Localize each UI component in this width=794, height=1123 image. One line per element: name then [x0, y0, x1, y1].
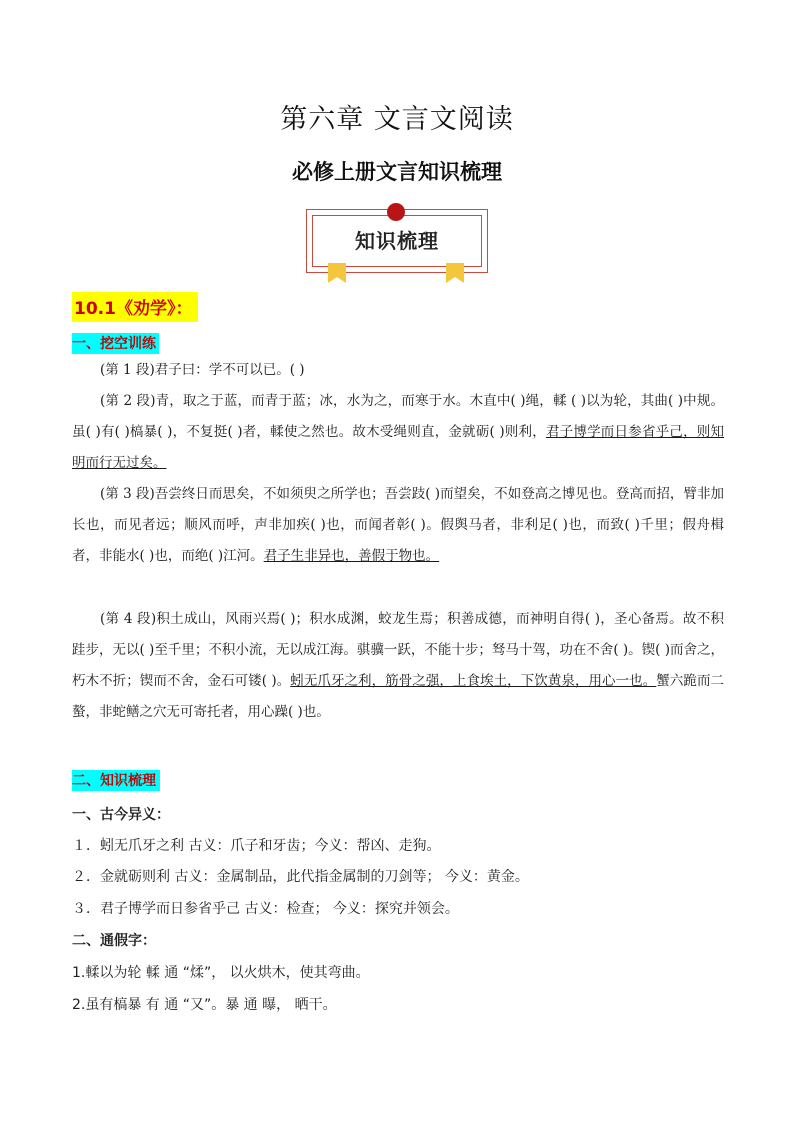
- paragraph-4: [72, 604, 724, 728]
- lesson-heading: 10.1《劝学》：: [72, 292, 198, 322]
- tongjia-item-1: 1.輮以为轮 輮 通 “煣”， 以火烘木，使其弯曲。: [72, 965, 370, 981]
- section-title: 必修上册文言知识梳理: [292, 160, 502, 184]
- paragraph-4-underlined: 蚓无爪牙之利，筋骨之强，上食埃土，下饮黄泉，用心一也。: [290, 673, 657, 689]
- paragraph-4-text: (第 4 段)积土成山，风雨兴焉( )；积水成渊，蛟龙生焉；积善成德，而神明自得( )，圣心备焉。故不积跬步，无以( )至千里；不积小流，无以成江海。骐骥一跃，不能十步；驽马十驾，功在不舍( )。锲( )而舍之，朽木不折；锲而不舍，金石可镂( )。: [72, 611, 724, 689]
- tongjia-item-2: 2.虽有槁暴 有 通 “又”。暴 通 曝， 晒干。: [72, 997, 337, 1013]
- red-dot-icon: [387, 203, 405, 221]
- ribbon-left-icon: [328, 263, 346, 283]
- paragraph-4-tail: 蟹六跪而二螯，非蛇鳝之穴无可寄托者，用心躁( )也。: [72, 673, 725, 720]
- paragraph-3-text: (第 3 段)吾尝终日而思矣，不如须臾之所学也；吾尝跂( )而望矣，不如登高之博见也。登高而招，臂非加长也，而见者远；顺风而呼，声非加疾( )也，而闻者彰( )。假舆马者，非利足( )也，而致( )千里；假舟楫者，非能水( )也，而绝( )江河。: [72, 486, 724, 564]
- gujin-item-3: ３．君子博学而日参省乎己 古义：检查； 今义：探究并领会。: [72, 901, 459, 917]
- gujin-item-2: ２．金就砺则利 古义：金属制品，此代指金属制的刀剑等； 今义：黄金。: [72, 869, 529, 885]
- paragraph-3-underlined: 君子生非异也，善假于物也。: [263, 548, 440, 564]
- knowledge-badge: [306, 203, 488, 281]
- gujin-item-1: １．蚓无爪牙之利 古义：爪子和牙齿；今义：帮凶、走狗。: [72, 838, 441, 854]
- paragraph-1: (第 1 段)君子曰：学不可以已。( ): [100, 362, 305, 378]
- tongjia-subheading: 二、通假字：: [72, 933, 156, 949]
- gujin-subheading: 一、古今异义：: [72, 807, 170, 823]
- paragraph-2-underlined: 君子博学而日参省乎己，则知明而行无过矣。: [72, 424, 725, 471]
- badge-label: 知识梳理: [355, 229, 439, 253]
- paragraph-3: [72, 479, 724, 572]
- paragraph-2: [72, 386, 724, 479]
- ribbon-right-icon: [446, 263, 464, 283]
- chapter-title: 第六章 文言文阅读: [280, 104, 514, 135]
- part1-heading: 一、挖空训练: [72, 333, 159, 354]
- paragraph-2-text: (第 2 段)青，取之于蓝，而青于蓝；冰，水为之，而寒于水。木直中( )绳，輮 ( )以为轮，其曲( )中规。虽( )有( )槁暴( )，不复挺( )者，輮使之然也。故木受绳则直，金就砺( )则利，: [72, 393, 724, 440]
- part2-heading: 二、知识梳理: [72, 770, 160, 791]
